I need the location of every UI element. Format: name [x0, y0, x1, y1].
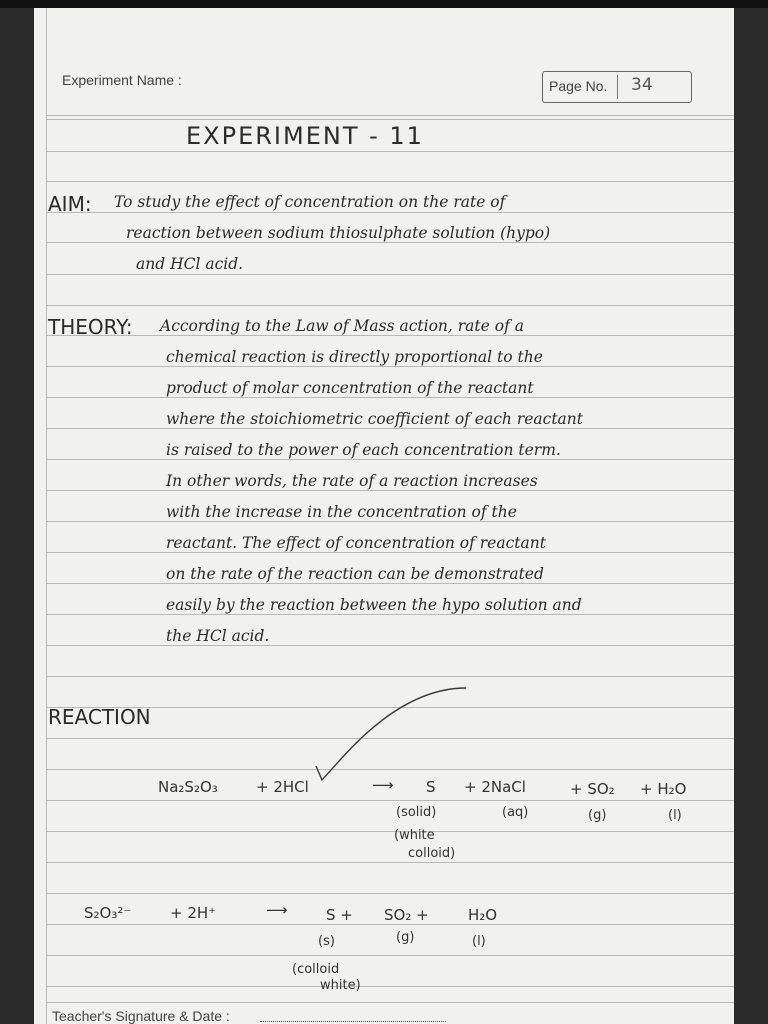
- theory-line: on the rate of the reaction can be demonstrated: [166, 565, 544, 583]
- aim-label: AIM:: [48, 192, 92, 216]
- experiment-name-label: Experiment Name :: [62, 72, 182, 88]
- eq1-reactant: Na₂S₂O₃: [158, 778, 218, 796]
- eq1-state-l: (l): [668, 808, 682, 823]
- eq2-reactant2: + 2H⁺: [170, 904, 217, 922]
- eq2-product-so2: SO₂ +: [384, 906, 429, 924]
- aim-line: To study the effect of concentration on the rate of: [114, 193, 506, 211]
- eq1-note: colloid): [408, 846, 456, 861]
- eq2-product-s: S +: [326, 906, 353, 924]
- theory-line: the HCl acid.: [166, 627, 270, 645]
- eq2-state-l: (l): [472, 934, 486, 949]
- theory-line: easily by the reaction between the hypo solution and: [166, 596, 582, 614]
- notebook-page: [34, 8, 734, 1024]
- theory-line: with the increase in the concentration of the: [166, 503, 517, 521]
- theory-line: According to the Law of Mass action, rate of a: [160, 317, 524, 335]
- theory-line: reactant. The effect of concentration of reactant: [166, 534, 546, 552]
- eq1-product-so2: + SO₂: [570, 780, 615, 798]
- eq2-note: white): [320, 978, 361, 993]
- signature-label: Teacher's Signature & Date :: [52, 1008, 230, 1024]
- eq2-reactant: S₂O₃²⁻: [84, 904, 132, 922]
- check-mark-icon: [34, 8, 734, 1024]
- page-no-value: 34: [631, 75, 653, 95]
- eq2-note: (colloid: [292, 962, 340, 977]
- top-edge: [0, 0, 768, 8]
- eq1-note: (white: [394, 828, 435, 843]
- theory-line: where the stoichiometric coefficient of each reactant: [166, 410, 584, 428]
- eq1-product-nacl: + 2NaCl: [464, 778, 526, 796]
- eq2-state-s: (s): [318, 934, 335, 949]
- aim-line: and HCl acid.: [136, 255, 244, 273]
- eq1-state-aq: (aq): [502, 805, 529, 820]
- page-title: EXPERIMENT - 11: [186, 122, 424, 150]
- eq1-state-g: (g): [588, 808, 607, 823]
- eq2-state-g: (g): [396, 930, 415, 945]
- eq1-arrow: ⟶: [372, 776, 394, 794]
- page-no-label: Page No.: [549, 78, 608, 94]
- eq1-reactant2: + 2HCl: [256, 778, 309, 796]
- reaction-label: REACTION: [48, 705, 151, 729]
- eq1-product-s: S: [426, 778, 436, 796]
- eq2-product-h2o: H₂O: [468, 906, 498, 924]
- theory-line: In other words, the rate of a reaction increases: [166, 472, 538, 490]
- aim-line: reaction between sodium thiosulphate solution (hypo): [126, 224, 551, 242]
- theory-line: chemical reaction is directly proportional to the: [166, 348, 543, 366]
- signature-line: [260, 1021, 446, 1022]
- theory-label: THEORY:: [48, 315, 133, 339]
- theory-line: is raised to the power of each concentration term.: [166, 441, 561, 459]
- eq1-state-solid: (solid): [396, 805, 437, 820]
- eq1-product-h2o: + H₂O: [640, 780, 687, 798]
- theory-line: product of molar concentration of the reactant: [166, 379, 534, 397]
- eq2-arrow: ⟶: [266, 901, 288, 919]
